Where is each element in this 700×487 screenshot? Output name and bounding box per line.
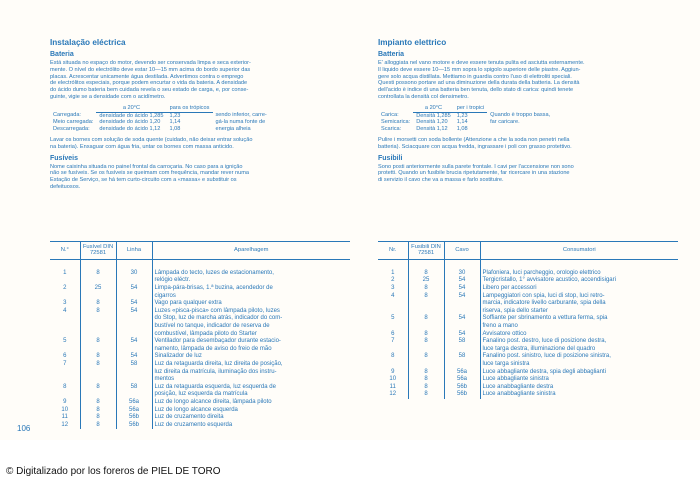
fuse-number: 7 xyxy=(391,338,395,345)
fuse-table-row xyxy=(50,338,350,353)
fuse-rating: 8 xyxy=(408,331,444,339)
italian-column xyxy=(378,38,678,184)
fuse-table-row xyxy=(50,361,350,384)
fuse-number: 2 xyxy=(391,277,395,284)
device-text: Lampeggiatori con spia, luci di stop, luci retro- xyxy=(482,292,605,299)
terminal-cleaning-paragraph: Lavar os bornes com solução de soda quente (cuidado, não deixar entrar solução na bateria). Enxaguar com água fria, untar os bornes com massa anticido. xyxy=(50,136,253,150)
device-text: Luce anabbagliante destra xyxy=(482,383,554,390)
device-text: marcia, indicatore livello carburante, spia della xyxy=(482,300,606,307)
device-text: luz direita da matrícula, iluminação dos instru- xyxy=(154,368,277,375)
col-line-header: Linha xyxy=(116,242,152,260)
fuse-line: 56a xyxy=(116,407,152,415)
fuse-line: 58 xyxy=(444,338,480,353)
fuse-number: 1 xyxy=(63,269,67,276)
fuse-line: 56b xyxy=(116,422,152,430)
fuse-device xyxy=(480,369,678,377)
device-text: freno a mano xyxy=(482,322,518,329)
section-title: Impianto elettrico xyxy=(378,38,447,47)
device-text: luce targa destra, illuminazione del quadro xyxy=(482,345,596,352)
fuse-paragraph: Sono posti anteriormente sulla parete frontale. I cavi per l'accensione non sono protetti. Quando un fusibile brucia ripetutamente, far ricercare in una stazione di servizio il cavo che va a massa e farlo sostituire. xyxy=(378,163,574,184)
col-number-header: Nr. xyxy=(378,242,408,260)
col-fuse-header: Fusibili DIN 72581 xyxy=(408,242,444,260)
fuse-number: 10 xyxy=(389,376,397,383)
fuse-device xyxy=(480,376,678,384)
fuse-rating: 8 xyxy=(80,399,116,407)
fuse-rating: 8 xyxy=(408,293,444,316)
device-text: Luz de cruzamento esquerda xyxy=(154,421,233,428)
fuse-table-row xyxy=(378,315,678,330)
fuse-number: 6 xyxy=(391,330,395,337)
fuse-rating: 8 xyxy=(80,338,116,353)
device-text: Luzes «pisca-pisca» com lâmpada piloto, luzes xyxy=(154,307,280,314)
fuse-line: 30 xyxy=(444,259,480,277)
fuse-table-row xyxy=(50,422,350,430)
density-table: a 20°C para os trópicos Carregada: densidade do ácido 1,285 1,23 sendo inferior, carre- Meio carregada: densidade do ácido 1,20 1,14 gá-la numa fonte de Descarregada: densidade do ácido 1,12 1,08 energia alheia xyxy=(53,104,267,133)
fuse-rating: 8 xyxy=(80,422,116,430)
fuse-number: 8 xyxy=(391,353,395,360)
fuse-number: 1 xyxy=(391,269,395,276)
fuse-line: 54 xyxy=(444,277,480,285)
fuse-number: 12 xyxy=(389,391,397,398)
col-line-header: Cavo xyxy=(444,242,480,260)
fuse-device xyxy=(152,384,350,399)
fuse-table-row xyxy=(378,277,678,285)
fuse-device xyxy=(152,338,350,353)
device-text: luce targa sinistra xyxy=(482,360,530,367)
fuse-table-row xyxy=(378,369,678,377)
fuse-rating: 8 xyxy=(80,361,116,384)
fuse-number: 8 xyxy=(63,383,67,390)
fuse-device xyxy=(152,361,350,384)
device-text: Tergicristallo, 1° avvisatore acustico, accendisigari xyxy=(482,277,616,284)
col-device-header: Aparelhagem xyxy=(152,242,350,260)
fuse-line: 54 xyxy=(116,353,152,361)
fuse-rating: 8 xyxy=(80,384,116,399)
battery-heading: Batteria xyxy=(378,51,405,58)
device-text: Luce anabbagliante sinistra xyxy=(482,391,556,398)
fuse-number: 11 xyxy=(61,414,68,421)
fuse-device xyxy=(152,414,350,422)
fuse-number: 2 xyxy=(63,285,67,291)
fuse-table-portuguese xyxy=(50,241,350,429)
device-text: Soffiante per sbrinamento a vettura ferma, spia xyxy=(482,315,608,322)
device-text: Limpa-pára-brisas, 1.ª buzina, acendedor de xyxy=(154,285,273,291)
fuse-line: 56b xyxy=(444,391,480,399)
fuse-number: 9 xyxy=(391,368,395,375)
battery-paragraph: E' alloggiata nel vano motore e deve essere tenuta pulita ed asciutta esternamente. Il liquido deve essere 10—15 mm sopra lo spigolo superiore delle piastre. Aggiun- gere solo acqua distillata. Mettiamo in guardia contro l'uso di elettroliti speciali. Questi possono portare ad una diminuzione della durata della batteria. La densità dell'acido è indice di una batteria ben tenuta, dello stato di carica: quindi tenete controllata la densità col densimetro. xyxy=(378,60,585,100)
fuse-table-row xyxy=(378,331,678,339)
fuse-rating: 8 xyxy=(408,285,444,293)
fuse-line: 54 xyxy=(116,285,152,300)
fuse-rating: 8 xyxy=(408,338,444,353)
fuse-device xyxy=(480,277,678,285)
device-text: posição, luz esquerda da matrícula xyxy=(154,391,248,398)
device-text: do Stop, luz de marcha atrás, indicador do com- xyxy=(154,315,283,322)
fuse-device xyxy=(152,399,350,407)
fuse-device xyxy=(152,259,350,285)
device-text: Plafoniera, luci parcheggio, orologio elettrico xyxy=(482,269,601,276)
device-text: Luce abbagliante destra, spia degli abbaglianti xyxy=(482,368,606,375)
fuse-rating: 25 xyxy=(80,285,116,300)
fuse-rating: 8 xyxy=(80,300,116,308)
device-text: mentos xyxy=(154,376,175,383)
section-title: Instalação eléctrica xyxy=(50,38,126,47)
density-header-20c: a 20°C xyxy=(96,105,166,112)
fuse-number: 9 xyxy=(63,398,67,405)
fuse-device xyxy=(480,285,678,293)
fuse-device xyxy=(480,384,678,392)
page-number: 106 xyxy=(17,424,31,433)
fuse-number: 4 xyxy=(391,292,395,299)
fuse-table-row xyxy=(378,353,678,368)
device-text: Luz de longo alcance esquerda xyxy=(154,406,238,413)
density-table: a 20°C per i tropici Carica: Densità 1,285 1,23 Quando è troppo bassa, Semicarica: Densità 1,20 1,14 far caricare. Scarica: Densità 1,12 1,08 xyxy=(381,104,551,133)
fuse-rating: 25 xyxy=(408,277,444,285)
fuse-line: 54 xyxy=(116,308,152,338)
battery-paragraph: Está situada no espaço do motor, devendo ser conservada limpa e seca exterior- mente. O nível do electrólito deve estar 10—15 mm acima do bordo superior das placas. Acrescentar unicamente água destilada. Advertimos contra o emprego de electrólitos especiais, porque podem encurtar o vida da bateria. A densidade do ácido dumo bateria bem cuidada revela o seu estado de carga, e, por conse- guinte, vigie se a densidade com o acidímetro. xyxy=(50,60,251,100)
fuse-table-row xyxy=(50,285,350,300)
fuse-rating: 8 xyxy=(408,369,444,377)
fuse-table-italian xyxy=(378,241,678,399)
fuse-rating: 8 xyxy=(408,391,444,399)
fuse-device xyxy=(480,259,678,277)
fuse-number: 3 xyxy=(63,300,67,307)
device-text: Sinalizador de luz xyxy=(154,353,202,360)
fuse-rating: 8 xyxy=(80,259,116,285)
fuse-rating: 8 xyxy=(408,315,444,330)
fuse-rating: 8 xyxy=(408,376,444,384)
fuse-line: 56a xyxy=(116,399,152,407)
fuse-device xyxy=(480,391,678,399)
device-text: relógio eléctr. xyxy=(154,277,191,284)
fuse-table-row xyxy=(378,293,678,316)
fuse-table-row xyxy=(378,384,678,392)
fuse-line: 54 xyxy=(444,331,480,339)
fuse-number: 7 xyxy=(63,360,67,367)
device-text: bustível no tanque, indicador de reserva de xyxy=(154,322,270,329)
fuse-line: 56b xyxy=(116,414,152,422)
fuse-device xyxy=(480,293,678,316)
fuse-table-row xyxy=(50,399,350,407)
fuse-line: 58 xyxy=(116,361,152,384)
fuse-heading: Fusíveis xyxy=(50,154,79,162)
fuse-rating: 8 xyxy=(80,414,116,422)
fuse-line: 56a xyxy=(444,369,480,377)
device-text: Luz de cruzamento direita xyxy=(154,414,224,421)
device-text: combustível, lâmpada piloto do Starter xyxy=(154,330,257,337)
device-text: Lâmpada do tecto, luzes de estacionamento, xyxy=(154,269,274,276)
fuse-device xyxy=(152,285,350,300)
fuse-table-row xyxy=(50,384,350,399)
fuse-device xyxy=(480,315,678,330)
fuse-rating: 8 xyxy=(80,353,116,361)
device-text: Fanalino post. sinistro, luce di posizione sinistra, xyxy=(482,353,611,360)
fuse-device xyxy=(152,422,350,430)
col-device-header: Consumatori xyxy=(480,242,678,260)
fuse-device xyxy=(152,300,350,308)
device-text: namento, lâmpada de aviso do freio de mão xyxy=(154,345,272,352)
device-text: cigarros xyxy=(154,292,176,299)
device-text: Luz da retaguarda direita, luz direita de posição, xyxy=(154,360,283,367)
portuguese-column xyxy=(50,38,350,191)
fuse-device xyxy=(152,308,350,338)
fuse-table-row xyxy=(378,338,678,353)
col-number-header: N.° xyxy=(50,242,80,260)
fuse-line: 58 xyxy=(444,353,480,368)
fuse-number: 11 xyxy=(389,383,396,390)
device-text: Luce abbagliante sinistra xyxy=(482,376,549,383)
fuse-rating: 8 xyxy=(408,353,444,368)
fuse-table-row xyxy=(50,414,350,422)
fuse-table-row xyxy=(50,353,350,361)
device-text: Luz da retaguarda esquerda, luz esquerda de xyxy=(154,383,276,390)
fuse-device xyxy=(152,353,350,361)
fuse-line: 30 xyxy=(116,259,152,285)
device-text: riserva, spia dello starter xyxy=(482,307,548,314)
fuse-line: 54 xyxy=(444,315,480,330)
device-text: Ventilador para desembaçador durante estacio- xyxy=(154,338,281,345)
fuse-rating: 8 xyxy=(80,407,116,415)
device-text: Vago para qualquer extra xyxy=(154,300,222,307)
fuse-line: 54 xyxy=(444,293,480,316)
fuse-line: 54 xyxy=(116,338,152,353)
fuse-number: 10 xyxy=(61,406,69,413)
device-text: Avvisatore ottico xyxy=(482,330,527,337)
fuse-line: 56a xyxy=(444,376,480,384)
fuse-line: 56b xyxy=(444,384,480,392)
device-text: Luz de longo alcance direita, lâmpada piloto xyxy=(154,398,272,405)
fuse-table-row xyxy=(50,300,350,308)
device-text: Fanalino post. destro, luce di posizione destra, xyxy=(482,338,607,345)
density-header-tropics: per i tropici xyxy=(454,105,487,112)
fuse-table-row xyxy=(378,259,678,277)
fuse-table-row xyxy=(378,391,678,399)
fuse-table-row xyxy=(50,407,350,415)
fuse-rating: 8 xyxy=(80,308,116,338)
fuse-heading: Fusibili xyxy=(378,154,403,162)
fuse-number: 3 xyxy=(391,285,395,291)
fuse-table-row xyxy=(378,285,678,293)
fuse-rating: 8 xyxy=(408,259,444,277)
fuse-table-row xyxy=(50,259,350,285)
fuse-rating: 8 xyxy=(408,384,444,392)
fuse-table-row xyxy=(50,308,350,338)
device-text: Libero per accessori xyxy=(482,285,537,291)
fuse-line: 54 xyxy=(116,300,152,308)
fuse-number: 5 xyxy=(391,315,395,322)
fuse-paragraph: Nome caixinha situada no painel frontal da carroçaria. No caso para a ignição não se fusíveis. Se os fusíveis se queimam com frequência, mandar rever numa Estação de Serviço, se há tem curto-circuito com a «massa» e substituir os defeituosos. xyxy=(50,163,249,190)
fuse-number: 12 xyxy=(61,421,69,428)
scan-credit: © Digitalizado por los foreros de PIEL DE TORO xyxy=(6,466,221,477)
fuse-device xyxy=(480,353,678,368)
fuse-table-row xyxy=(378,376,678,384)
terminal-cleaning-paragraph: Pulire i morsetti con soda bollente (Attenzione a che la soda non penetri nella batteria). Sciacquare con acqua fredda, ingrassare i poli con grasso protettivo. xyxy=(378,136,572,150)
fuse-device xyxy=(480,338,678,353)
fuse-line: 54 xyxy=(444,285,480,293)
fuse-number: 4 xyxy=(63,307,67,314)
fuse-line: 58 xyxy=(116,384,152,399)
density-header-tropics: para os trópicos xyxy=(167,105,213,112)
fuse-number: 5 xyxy=(63,338,67,345)
col-fuse-header: Fusível DIN 72581 xyxy=(80,242,116,260)
fuse-number: 6 xyxy=(63,353,67,360)
battery-heading: Bateria xyxy=(50,51,74,58)
fuse-device xyxy=(480,331,678,339)
density-header-20c: a 20°C xyxy=(413,105,454,112)
fuse-device xyxy=(152,407,350,415)
